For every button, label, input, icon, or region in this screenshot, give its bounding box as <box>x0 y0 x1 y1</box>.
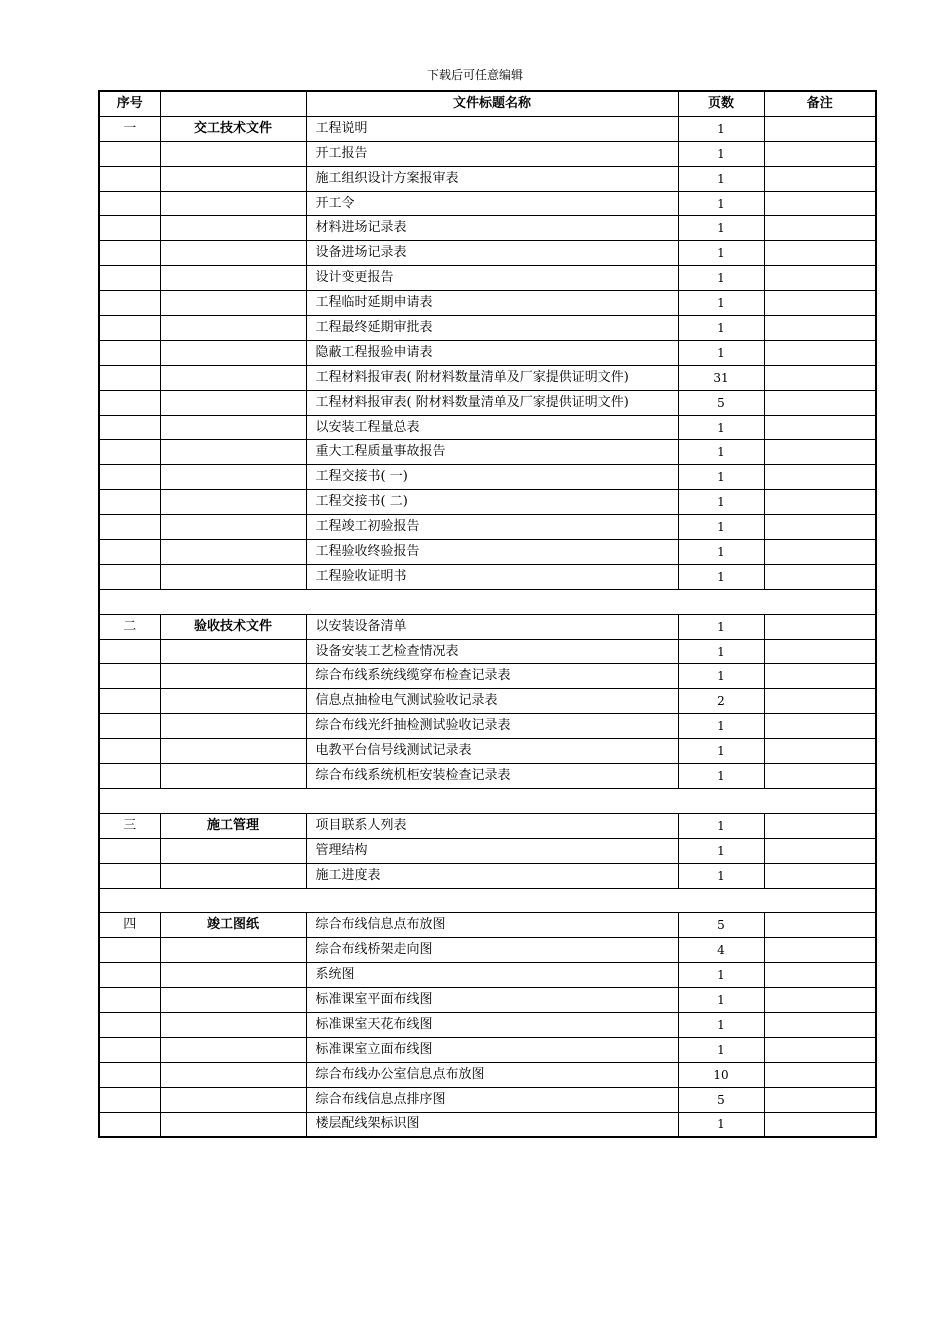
pages-cell: 1 <box>678 216 764 241</box>
title-cell: 标准课室天花布线图 <box>306 1012 678 1037</box>
remarks-cell <box>764 913 876 938</box>
remarks-cell <box>764 241 876 266</box>
title-cell: 项目联系人列表 <box>306 813 678 838</box>
title-cell: 综合布线办公室信息点布放图 <box>306 1062 678 1087</box>
seq-cell: 一 <box>99 116 160 141</box>
category-cell <box>160 490 306 515</box>
category-cell <box>160 838 306 863</box>
table-row <box>99 515 876 540</box>
category-cell <box>160 739 306 764</box>
table-row <box>99 191 876 216</box>
pages-cell: 1 <box>678 813 764 838</box>
category-cell <box>160 564 306 589</box>
category-cell <box>160 191 306 216</box>
table-row <box>99 639 876 664</box>
title-cell: 系统图 <box>306 963 678 988</box>
table-row <box>99 739 876 764</box>
column-header-category <box>160 91 306 116</box>
remarks-cell <box>764 166 876 191</box>
pages-cell: 5 <box>678 913 764 938</box>
title-cell: 电教平台信号线测试记录表 <box>306 739 678 764</box>
pages-cell: 1 <box>678 116 764 141</box>
remarks-cell <box>764 365 876 390</box>
pages-cell: 1 <box>678 764 764 789</box>
remarks-cell <box>764 390 876 415</box>
seq-cell <box>99 440 160 465</box>
table-row <box>99 838 876 863</box>
header-note: 下载后可任意编辑 <box>426 68 523 82</box>
remarks-cell <box>764 465 876 490</box>
remarks-cell <box>764 266 876 291</box>
table-row <box>99 316 876 341</box>
table-row <box>99 340 876 365</box>
pages-cell: 5 <box>678 1087 764 1112</box>
seq-cell <box>99 1037 160 1062</box>
remarks-cell <box>764 1087 876 1112</box>
pages-cell: 1 <box>678 316 764 341</box>
remarks-cell <box>764 664 876 689</box>
remarks-cell <box>764 739 876 764</box>
pages-cell: 1 <box>678 1112 764 1137</box>
title-cell: 工程验收终验报告 <box>306 540 678 565</box>
title-cell: 楼层配线架标识图 <box>306 1112 678 1137</box>
title-cell: 重大工程质量事故报告 <box>306 440 678 465</box>
title-cell: 综合布线系统线缆穿布检查记录表 <box>306 664 678 689</box>
seq-cell <box>99 1087 160 1112</box>
title-cell: 综合布线光纤抽检测试验收记录表 <box>306 714 678 739</box>
pages-cell: 31 <box>678 365 764 390</box>
table-row <box>99 689 876 714</box>
seq-cell <box>99 266 160 291</box>
table-row <box>99 1037 876 1062</box>
title-cell: 开工令 <box>306 191 678 216</box>
remarks-cell <box>764 191 876 216</box>
title-cell: 工程最终延期审批表 <box>306 316 678 341</box>
seq-cell <box>99 365 160 390</box>
pages-cell: 1 <box>678 963 764 988</box>
title-cell: 工程交接书( 二) <box>306 490 678 515</box>
title-cell: 材料进场记录表 <box>306 216 678 241</box>
seq-cell <box>99 191 160 216</box>
table-row <box>99 988 876 1013</box>
remarks-cell <box>764 938 876 963</box>
category-cell <box>160 365 306 390</box>
category-cell <box>160 390 306 415</box>
seq-cell <box>99 564 160 589</box>
table-row <box>99 714 876 739</box>
remarks-cell <box>764 340 876 365</box>
category-cell <box>160 515 306 540</box>
title-cell: 管理结构 <box>306 838 678 863</box>
table-row <box>99 266 876 291</box>
category-cell <box>160 216 306 241</box>
pages-cell: 1 <box>678 863 764 888</box>
title-cell: 施工进度表 <box>306 863 678 888</box>
table-row <box>99 141 876 166</box>
table-row <box>99 540 876 565</box>
seq-cell <box>99 764 160 789</box>
section-spacer-row <box>99 888 876 913</box>
table-row <box>99 291 876 316</box>
pages-cell: 1 <box>678 838 764 863</box>
title-cell: 施工组织设计方案报审表 <box>306 166 678 191</box>
table-row <box>99 913 876 938</box>
table-body <box>99 116 876 1137</box>
remarks-cell <box>764 639 876 664</box>
seq-cell <box>99 141 160 166</box>
remarks-cell <box>764 764 876 789</box>
category-cell <box>160 415 306 440</box>
table-row <box>99 1087 876 1112</box>
pages-cell: 1 <box>678 739 764 764</box>
table-row <box>99 440 876 465</box>
remarks-cell <box>764 490 876 515</box>
seq-cell <box>99 1012 160 1037</box>
category-cell <box>160 1112 306 1137</box>
category-cell: 验收技术文件 <box>160 614 306 639</box>
title-cell: 开工报告 <box>306 141 678 166</box>
seq-cell: 三 <box>99 813 160 838</box>
category-cell: 施工管理 <box>160 813 306 838</box>
table-row <box>99 465 876 490</box>
column-header-seq: 序号 <box>99 91 160 116</box>
remarks-cell <box>764 863 876 888</box>
seq-cell <box>99 166 160 191</box>
title-cell: 综合布线桥架走向图 <box>306 938 678 963</box>
category-cell <box>160 540 306 565</box>
seq-cell <box>99 664 160 689</box>
table-row <box>99 764 876 789</box>
category-cell <box>160 988 306 1013</box>
remarks-cell <box>764 515 876 540</box>
title-cell: 设计变更报告 <box>306 266 678 291</box>
pages-cell: 2 <box>678 689 764 714</box>
spacer-cell <box>99 589 876 614</box>
seq-cell <box>99 639 160 664</box>
category-cell <box>160 166 306 191</box>
seq-cell <box>99 465 160 490</box>
category-cell <box>160 938 306 963</box>
pages-cell: 1 <box>678 1012 764 1037</box>
table-row <box>99 390 876 415</box>
pages-cell: 1 <box>678 166 764 191</box>
title-cell: 工程材料报审表( 附材料数量清单及厂家提供证明文件) <box>306 390 678 415</box>
table-row <box>99 216 876 241</box>
remarks-cell <box>764 1012 876 1037</box>
seq-cell <box>99 515 160 540</box>
title-cell: 综合布线信息点排序图 <box>306 1087 678 1112</box>
category-cell <box>160 714 306 739</box>
title-cell: 标准课室立面布线图 <box>306 1037 678 1062</box>
title-cell: 信息点抽检电气测试验收记录表 <box>306 689 678 714</box>
pages-cell: 1 <box>678 141 764 166</box>
remarks-cell <box>764 813 876 838</box>
seq-cell <box>99 739 160 764</box>
title-cell: 综合布线信息点布放图 <box>306 913 678 938</box>
pages-cell: 5 <box>678 390 764 415</box>
pages-cell: 1 <box>678 490 764 515</box>
remarks-cell <box>764 440 876 465</box>
title-cell: 工程竣工初验报告 <box>306 515 678 540</box>
category-cell <box>160 141 306 166</box>
pages-cell: 1 <box>678 340 764 365</box>
pages-cell: 1 <box>678 465 764 490</box>
remarks-cell <box>764 714 876 739</box>
document-catalog-table <box>98 90 877 1138</box>
seq-cell <box>99 340 160 365</box>
remarks-cell <box>764 415 876 440</box>
title-cell: 设备安装工艺检查情况表 <box>306 639 678 664</box>
pages-cell: 1 <box>678 415 764 440</box>
table-row <box>99 664 876 689</box>
title-cell: 综合布线系统机柜安装检查记录表 <box>306 764 678 789</box>
category-cell: 交工技术文件 <box>160 116 306 141</box>
remarks-cell <box>764 689 876 714</box>
title-cell: 以安装设备清单 <box>306 614 678 639</box>
table-row <box>99 1012 876 1037</box>
remarks-cell <box>764 141 876 166</box>
category-cell <box>160 241 306 266</box>
table-row <box>99 614 876 639</box>
category-cell <box>160 764 306 789</box>
column-header-remarks: 备注 <box>764 91 876 116</box>
category-cell <box>160 316 306 341</box>
table-row <box>99 490 876 515</box>
category-cell <box>160 266 306 291</box>
category-cell <box>160 689 306 714</box>
seq-cell <box>99 241 160 266</box>
table-row <box>99 116 876 141</box>
spacer-cell <box>99 788 876 813</box>
seq-cell <box>99 291 160 316</box>
pages-cell: 1 <box>678 714 764 739</box>
category-cell <box>160 1062 306 1087</box>
remarks-cell <box>764 540 876 565</box>
category-cell <box>160 1012 306 1037</box>
table-row <box>99 241 876 266</box>
pages-cell: 1 <box>678 564 764 589</box>
remarks-cell <box>764 963 876 988</box>
remarks-cell <box>764 291 876 316</box>
table-header-row <box>99 91 876 116</box>
seq-cell: 二 <box>99 614 160 639</box>
table-row <box>99 365 876 390</box>
remarks-cell <box>764 614 876 639</box>
section-spacer-row <box>99 788 876 813</box>
category-cell: 竣工图纸 <box>160 913 306 938</box>
seq-cell <box>99 689 160 714</box>
pages-cell: 1 <box>678 1037 764 1062</box>
seq-cell <box>99 714 160 739</box>
seq-cell <box>99 838 160 863</box>
remarks-cell <box>764 988 876 1013</box>
table-row <box>99 166 876 191</box>
title-cell: 工程临时延期申请表 <box>306 291 678 316</box>
table-row <box>99 863 876 888</box>
table-row <box>99 415 876 440</box>
pages-cell: 1 <box>678 988 764 1013</box>
pages-cell: 1 <box>678 241 764 266</box>
title-cell: 以安装工程量总表 <box>306 415 678 440</box>
pages-cell: 1 <box>678 291 764 316</box>
pages-cell: 1 <box>678 266 764 291</box>
title-cell: 标准课室平面布线图 <box>306 988 678 1013</box>
category-cell <box>160 1037 306 1062</box>
pages-cell: 1 <box>678 639 764 664</box>
category-cell <box>160 440 306 465</box>
title-cell: 工程验收证明书 <box>306 564 678 589</box>
remarks-cell <box>764 216 876 241</box>
seq-cell <box>99 863 160 888</box>
remarks-cell <box>764 316 876 341</box>
seq-cell <box>99 316 160 341</box>
table-row <box>99 813 876 838</box>
seq-cell <box>99 1112 160 1137</box>
table-row <box>99 1062 876 1087</box>
seq-cell <box>99 540 160 565</box>
title-cell: 工程说明 <box>306 116 678 141</box>
title-cell: 设备进场记录表 <box>306 241 678 266</box>
category-cell <box>160 1087 306 1112</box>
column-header-pages: 页数 <box>678 91 764 116</box>
seq-cell <box>99 988 160 1013</box>
pages-cell: 10 <box>678 1062 764 1087</box>
pages-cell: 1 <box>678 664 764 689</box>
category-cell <box>160 340 306 365</box>
seq-cell <box>99 216 160 241</box>
title-cell: 工程交接书( 一) <box>306 465 678 490</box>
seq-cell <box>99 390 160 415</box>
seq-cell <box>99 415 160 440</box>
table-row <box>99 938 876 963</box>
spacer-cell <box>99 888 876 913</box>
category-cell <box>160 863 306 888</box>
remarks-cell <box>764 838 876 863</box>
pages-cell: 1 <box>678 440 764 465</box>
pages-cell: 1 <box>678 515 764 540</box>
category-cell <box>160 664 306 689</box>
seq-cell <box>99 938 160 963</box>
table-row <box>99 564 876 589</box>
seq-cell <box>99 1062 160 1087</box>
column-header-title: 文件标题名称 <box>306 91 678 116</box>
category-cell <box>160 963 306 988</box>
table-row <box>99 963 876 988</box>
category-cell <box>160 639 306 664</box>
table-row <box>99 1112 876 1137</box>
pages-cell: 1 <box>678 540 764 565</box>
seq-cell <box>99 490 160 515</box>
section-spacer-row <box>99 589 876 614</box>
title-cell: 隐蔽工程报验申请表 <box>306 340 678 365</box>
seq-cell: 四 <box>99 913 160 938</box>
pages-cell: 1 <box>678 191 764 216</box>
seq-cell <box>99 963 160 988</box>
pages-cell: 1 <box>678 614 764 639</box>
title-cell: 工程材料报审表( 附材料数量清单及厂家提供证明文件) <box>306 365 678 390</box>
remarks-cell <box>764 1062 876 1087</box>
category-cell <box>160 291 306 316</box>
remarks-cell <box>764 564 876 589</box>
pages-cell: 4 <box>678 938 764 963</box>
remarks-cell <box>764 1037 876 1062</box>
remarks-cell <box>764 116 876 141</box>
category-cell <box>160 465 306 490</box>
remarks-cell <box>764 1112 876 1137</box>
